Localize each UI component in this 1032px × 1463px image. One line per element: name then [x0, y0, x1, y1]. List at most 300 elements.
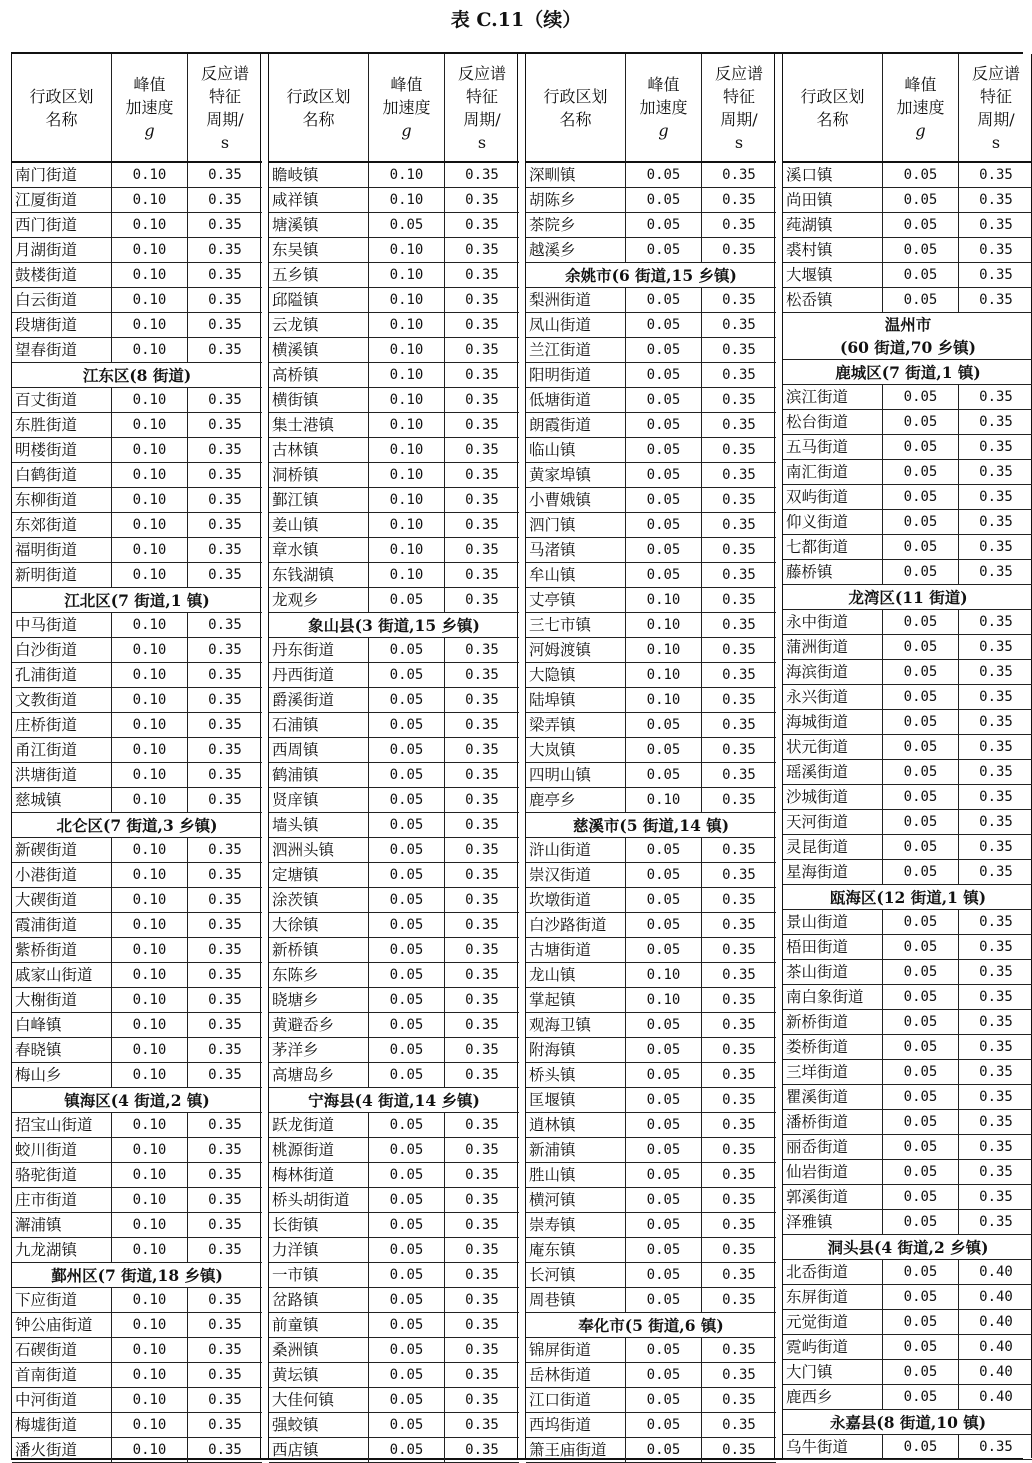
peak-acceleration-cell: 0.05	[883, 410, 959, 435]
period-cell: 0.35	[188, 1338, 263, 1363]
table-row	[526, 1063, 776, 1088]
region-name-cell: 泗洲头镇	[269, 838, 369, 863]
peak-acceleration-cell: 0.05	[369, 1188, 445, 1213]
peak-acceleration-cell: 0.10	[112, 788, 188, 813]
peak-acceleration-cell: 0.05	[883, 385, 959, 410]
table-row	[269, 438, 519, 463]
table-row	[526, 713, 776, 738]
table-row	[783, 735, 1032, 760]
peak-acceleration-cell: 0.05	[883, 835, 959, 860]
table-row	[12, 1213, 262, 1238]
region-name-cell: 爵溪街道	[269, 688, 369, 713]
region-name-cell: 大堰镇	[783, 263, 883, 288]
table-row	[269, 513, 519, 538]
region-name-cell: 仰义街道	[783, 510, 883, 535]
group-header-row	[269, 1088, 519, 1113]
peak-acceleration-cell: 0.10	[112, 713, 188, 738]
table-row	[12, 538, 262, 563]
region-name-cell: 集士港镇	[269, 413, 369, 438]
table-row	[269, 863, 519, 888]
peak-acceleration-cell: 0.05	[369, 1438, 445, 1463]
peak-acceleration-cell: 0.10	[112, 263, 188, 288]
period-cell: 0.35	[702, 738, 777, 763]
period-cell: 0.35	[445, 363, 520, 388]
peak-acceleration-cell: 0.05	[369, 588, 445, 613]
group-header-label: 镇海区(4 街道,2 镇)	[12, 1088, 262, 1113]
period-cell: 0.35	[188, 388, 263, 413]
region-name-cell: 越溪乡	[526, 238, 626, 263]
region-name-cell: 丹西街道	[269, 663, 369, 688]
region-name-cell: 庵东镇	[526, 1238, 626, 1263]
peak-acceleration-cell: 0.10	[112, 338, 188, 363]
table-row	[783, 810, 1032, 835]
peak-acceleration-cell: 0.05	[626, 338, 702, 363]
group-header-row	[12, 813, 262, 838]
table-row	[783, 935, 1032, 960]
table-row	[269, 563, 519, 588]
header-text: s	[445, 131, 519, 154]
period-cell: 0.35	[702, 788, 777, 813]
peak-acceleration-cell: 0.05	[883, 535, 959, 560]
period-cell: 0.40	[959, 1260, 1032, 1285]
table-row	[526, 913, 776, 938]
period-cell: 0.35	[702, 913, 777, 938]
table-row	[783, 685, 1032, 710]
region-name-cell: 中马街道	[12, 613, 112, 638]
region-name-cell: 小曹娥镇	[526, 488, 626, 513]
region-name-cell: 石浦镇	[269, 713, 369, 738]
period-cell: 0.35	[702, 338, 777, 363]
peak-acceleration-cell: 0.05	[626, 1413, 702, 1438]
region-name-cell: 横河镇	[526, 1188, 626, 1213]
period-cell: 0.35	[702, 863, 777, 888]
peak-acceleration-cell: 0.05	[883, 685, 959, 710]
period-cell: 0.35	[702, 1288, 777, 1313]
region-name-cell: 洪塘街道	[12, 763, 112, 788]
header-characteristic-period	[188, 54, 263, 162]
peak-acceleration-cell: 0.05	[626, 563, 702, 588]
region-name-cell: 海城街道	[783, 710, 883, 735]
region-name-cell: 低塘街道	[526, 388, 626, 413]
period-cell: 0.35	[702, 588, 777, 613]
region-name-cell: 澥浦镇	[12, 1213, 112, 1238]
group-header-label: 江东区(8 街道)	[12, 363, 262, 388]
region-name-cell: 桑洲镇	[269, 1338, 369, 1363]
peak-acceleration-cell: 0.10	[112, 1313, 188, 1338]
period-cell: 0.35	[445, 913, 520, 938]
region-name-cell: 丽岙街道	[783, 1135, 883, 1160]
region-name-cell: 北岙街道	[783, 1260, 883, 1285]
table-row	[783, 1285, 1032, 1310]
table-row	[526, 1363, 776, 1388]
header-text: 名称	[526, 108, 625, 131]
peak-acceleration-cell: 0.10	[112, 1388, 188, 1413]
region-name-cell: 娄桥街道	[783, 1035, 883, 1060]
table-row	[783, 785, 1032, 810]
table-row	[269, 1063, 519, 1088]
region-name-cell: 东陈乡	[269, 963, 369, 988]
peak-acceleration-cell: 0.10	[112, 988, 188, 1013]
peak-acceleration-cell: 0.10	[112, 1338, 188, 1363]
table-row	[12, 738, 262, 763]
group-header-label: 洞头县(4 街道,2 乡镇)	[783, 1235, 1032, 1260]
region-name-cell: 梅林街道	[269, 1163, 369, 1188]
period-cell: 0.35	[702, 413, 777, 438]
period-cell: 0.35	[959, 635, 1032, 660]
period-cell: 0.35	[702, 1338, 777, 1363]
table-row	[269, 663, 519, 688]
header-text: 峰值	[626, 73, 701, 96]
peak-acceleration-cell: 0.10	[112, 288, 188, 313]
group-header-label: 北仑区(7 街道,3 乡镇)	[12, 813, 262, 838]
peak-acceleration-cell: 0.10	[369, 538, 445, 563]
peak-acceleration-cell: 0.05	[883, 910, 959, 935]
table-row	[783, 485, 1032, 510]
table-row	[12, 1063, 262, 1088]
period-cell: 0.35	[188, 613, 263, 638]
region-name-cell: 岳林街道	[526, 1363, 626, 1388]
header-characteristic-period	[959, 54, 1032, 162]
table-row	[526, 388, 776, 413]
region-name-cell: 三垟街道	[783, 1060, 883, 1085]
table-row	[12, 413, 262, 438]
peak-acceleration-cell: 0.05	[626, 1438, 702, 1463]
region-name-cell: 永中街道	[783, 610, 883, 635]
table-row	[526, 938, 776, 963]
peak-acceleration-cell: 0.05	[883, 213, 959, 238]
table-row	[783, 162, 1032, 188]
table-row	[12, 763, 262, 788]
region-name-cell: 胜山镇	[526, 1163, 626, 1188]
peak-acceleration-cell: 0.05	[626, 313, 702, 338]
table-row	[12, 838, 262, 863]
period-cell: 0.35	[702, 1188, 777, 1213]
period-cell: 0.35	[188, 1413, 263, 1438]
table-row	[269, 1113, 519, 1138]
period-cell: 0.35	[188, 438, 263, 463]
peak-acceleration-cell: 0.05	[626, 413, 702, 438]
table-row	[12, 1388, 262, 1413]
period-cell: 0.35	[959, 860, 1032, 885]
region-name-cell: 梅墟街道	[12, 1413, 112, 1438]
region-name-cell: 钟公庙街道	[12, 1313, 112, 1338]
peak-acceleration-cell: 0.10	[112, 1438, 188, 1463]
peak-acceleration-cell: 0.05	[883, 1335, 959, 1360]
region-name-cell: 小港街道	[12, 863, 112, 888]
table-row	[526, 438, 776, 463]
region-name-cell: 甬江街道	[12, 738, 112, 763]
region-name-cell: 郭溪街道	[783, 1185, 883, 1210]
period-cell: 0.35	[959, 1085, 1032, 1110]
region-name-cell: 大隐镇	[526, 663, 626, 688]
peak-acceleration-cell: 0.10	[112, 1238, 188, 1263]
peak-acceleration-cell: 0.10	[369, 363, 445, 388]
table-row	[526, 663, 776, 688]
header-text: 特征	[188, 85, 262, 108]
region-name-cell: 南门街道	[12, 162, 112, 188]
period-cell: 0.35	[188, 738, 263, 763]
peak-acceleration-cell: 0.05	[626, 488, 702, 513]
region-name-cell: 锦屏街道	[526, 1338, 626, 1363]
table-row	[12, 888, 262, 913]
period-cell: 0.35	[702, 563, 777, 588]
table-row	[269, 813, 519, 838]
table-row	[12, 663, 262, 688]
table-row	[526, 1038, 776, 1063]
period-cell: 0.35	[188, 1363, 263, 1388]
table-row	[783, 1085, 1032, 1110]
city-header	[783, 313, 1032, 360]
header-text: 行政区划	[526, 85, 625, 108]
table-row	[12, 238, 262, 263]
peak-acceleration-cell: 0.05	[369, 938, 445, 963]
region-name-cell: 跃龙街道	[269, 1113, 369, 1138]
peak-acceleration-cell: 0.10	[112, 563, 188, 588]
period-cell: 0.35	[959, 560, 1032, 585]
period-cell: 0.35	[702, 613, 777, 638]
period-cell: 0.35	[702, 963, 777, 988]
table-row	[526, 988, 776, 1013]
period-cell: 0.35	[702, 1388, 777, 1413]
table-row	[12, 613, 262, 638]
period-cell: 0.35	[959, 785, 1032, 810]
period-cell: 0.35	[959, 910, 1032, 935]
header-text: s	[959, 131, 1032, 154]
period-cell: 0.35	[702, 1038, 777, 1063]
period-cell: 0.35	[702, 162, 777, 188]
peak-acceleration-cell: 0.10	[626, 613, 702, 638]
peak-acceleration-cell: 0.10	[369, 388, 445, 413]
peak-acceleration-cell: 0.05	[883, 1185, 959, 1210]
table-row	[269, 1263, 519, 1288]
table-row	[783, 960, 1032, 985]
group-header-label: 鹿城区(7 街道,1 镇)	[783, 360, 1032, 385]
period-cell: 0.35	[702, 1013, 777, 1038]
table-row	[269, 1038, 519, 1063]
period-cell: 0.35	[188, 1288, 263, 1313]
period-cell: 0.35	[445, 1063, 520, 1088]
table-row	[783, 1335, 1032, 1360]
header-text: g	[369, 119, 444, 142]
table-row	[526, 338, 776, 363]
table-row	[12, 938, 262, 963]
peak-acceleration-cell: 0.10	[369, 563, 445, 588]
peak-acceleration-cell: 0.10	[369, 413, 445, 438]
peak-acceleration-cell: 0.10	[112, 1013, 188, 1038]
table-row	[12, 688, 262, 713]
peak-acceleration-cell: 0.10	[369, 188, 445, 213]
region-table	[269, 54, 519, 1463]
table-row	[783, 1435, 1032, 1460]
table-row	[269, 1238, 519, 1263]
header-text: 特征	[959, 85, 1032, 108]
region-name-cell: 牟山镇	[526, 563, 626, 588]
region-name-cell: 东屏街道	[783, 1285, 883, 1310]
period-cell: 0.35	[959, 835, 1032, 860]
period-cell: 0.35	[188, 463, 263, 488]
table-row	[12, 1363, 262, 1388]
table-row	[526, 838, 776, 863]
table-row	[269, 1213, 519, 1238]
period-cell: 0.35	[188, 963, 263, 988]
region-name-cell: 大碶街道	[12, 888, 112, 913]
peak-acceleration-cell: 0.05	[883, 1135, 959, 1160]
table-row	[526, 162, 776, 188]
table-row	[783, 560, 1032, 585]
period-cell: 0.35	[702, 763, 777, 788]
table-row	[783, 635, 1032, 660]
region-name-cell: 骆驼街道	[12, 1163, 112, 1188]
peak-acceleration-cell: 0.10	[112, 863, 188, 888]
table-row	[269, 313, 519, 338]
table-row	[269, 162, 519, 188]
table-row	[783, 385, 1032, 410]
header-text: s	[188, 131, 262, 154]
period-cell: 0.35	[445, 463, 520, 488]
table-row	[783, 660, 1032, 685]
peak-acceleration-cell: 0.05	[883, 1360, 959, 1385]
group-header-label: 瓯海区(12 街道,1 镇)	[783, 885, 1032, 910]
peak-acceleration-cell: 0.05	[369, 888, 445, 913]
region-name-cell: 紫桥街道	[12, 938, 112, 963]
period-cell: 0.35	[188, 213, 263, 238]
period-cell: 0.35	[959, 610, 1032, 635]
period-cell: 0.35	[959, 288, 1032, 313]
table-row	[269, 1338, 519, 1363]
header-text: 加速度	[112, 96, 187, 119]
table-row	[12, 638, 262, 663]
city-header-count: (60 街道,70 乡镇)	[783, 336, 1032, 359]
period-cell: 0.35	[702, 213, 777, 238]
period-cell: 0.35	[702, 838, 777, 863]
table-row	[526, 288, 776, 313]
table-row	[783, 985, 1032, 1010]
region-name-cell: 藤桥镇	[783, 560, 883, 585]
table-row	[12, 1188, 262, 1213]
table-row	[783, 288, 1032, 313]
peak-acceleration-cell: 0.10	[112, 463, 188, 488]
table-row	[269, 1438, 519, 1463]
region-name-cell: 古塘街道	[526, 938, 626, 963]
table-row	[783, 910, 1032, 935]
table-row	[12, 1113, 262, 1138]
period-cell: 0.35	[702, 1438, 777, 1463]
peak-acceleration-cell: 0.05	[626, 763, 702, 788]
region-name-cell: 白峰镇	[12, 1013, 112, 1038]
peak-acceleration-cell: 0.05	[626, 1163, 702, 1188]
table-row	[526, 363, 776, 388]
table-row	[783, 860, 1032, 885]
table-row	[269, 1138, 519, 1163]
header-peak-acceleration	[883, 54, 959, 162]
region-name-cell: 孔浦街道	[12, 663, 112, 688]
period-cell: 0.35	[702, 538, 777, 563]
period-cell: 0.35	[445, 1388, 520, 1413]
table-row	[12, 1438, 262, 1463]
period-cell: 0.35	[445, 1213, 520, 1238]
group-header-row	[526, 813, 776, 838]
period-cell: 0.35	[445, 1138, 520, 1163]
group-header-row	[12, 1263, 262, 1288]
table-row	[269, 1313, 519, 1338]
table-row	[269, 488, 519, 513]
header-text: 峰值	[112, 73, 187, 96]
region-name-cell: 阳明街道	[526, 363, 626, 388]
header-text: g	[883, 119, 958, 142]
region-name-cell: 桃源街道	[269, 1138, 369, 1163]
table-row	[526, 1138, 776, 1163]
region-name-cell: 龙山镇	[526, 963, 626, 988]
region-name-cell: 春晓镇	[12, 1038, 112, 1063]
peak-acceleration-cell: 0.05	[883, 1085, 959, 1110]
peak-acceleration-cell: 0.10	[112, 838, 188, 863]
region-name-cell: 慈城镇	[12, 788, 112, 813]
group-header-row	[783, 360, 1032, 385]
region-name-cell: 尚田镇	[783, 188, 883, 213]
period-cell: 0.35	[959, 1135, 1032, 1160]
region-name-cell: 招宝山街道	[12, 1113, 112, 1138]
data-table-grid	[11, 52, 1023, 1460]
period-cell: 0.35	[959, 735, 1032, 760]
peak-acceleration-cell: 0.10	[112, 1213, 188, 1238]
peak-acceleration-cell: 0.05	[626, 1238, 702, 1263]
region-name-cell: 永兴街道	[783, 685, 883, 710]
table-row	[12, 563, 262, 588]
header-region-name	[12, 54, 112, 162]
table-row	[269, 913, 519, 938]
table-panel-1	[11, 54, 261, 1458]
region-name-cell: 逍林镇	[526, 1113, 626, 1138]
period-cell: 0.35	[702, 1238, 777, 1263]
peak-acceleration-cell: 0.10	[112, 1413, 188, 1438]
table-row	[526, 1213, 776, 1238]
period-cell: 0.35	[445, 663, 520, 688]
period-cell: 0.35	[959, 535, 1032, 560]
header-text: 周期/	[959, 108, 1032, 131]
peak-acceleration-cell: 0.05	[369, 913, 445, 938]
period-cell: 0.35	[445, 788, 520, 813]
table-row	[12, 263, 262, 288]
region-name-cell: 黄家埠镇	[526, 463, 626, 488]
table-row	[783, 213, 1032, 238]
header-region-name	[526, 54, 626, 162]
region-table	[12, 54, 262, 1463]
peak-acceleration-cell: 0.05	[369, 1013, 445, 1038]
group-header-row	[783, 1410, 1032, 1435]
period-cell: 0.35	[188, 838, 263, 863]
period-cell: 0.35	[959, 685, 1032, 710]
peak-acceleration-cell: 0.10	[112, 913, 188, 938]
region-name-cell: 鼓楼街道	[12, 263, 112, 288]
region-name-cell: 高桥镇	[269, 363, 369, 388]
period-cell: 0.35	[445, 888, 520, 913]
region-name-cell: 丈亭镇	[526, 588, 626, 613]
header-text: 特征	[445, 85, 519, 108]
period-cell: 0.35	[702, 463, 777, 488]
table-row	[526, 1113, 776, 1138]
group-header-row	[783, 585, 1032, 610]
period-cell: 0.35	[188, 162, 263, 188]
peak-acceleration-cell: 0.05	[883, 1285, 959, 1310]
table-row	[269, 338, 519, 363]
region-name-cell: 新浦镇	[526, 1138, 626, 1163]
header-text: 峰值	[883, 73, 958, 96]
table-row	[783, 535, 1032, 560]
region-name-cell: 大岚镇	[526, 738, 626, 763]
group-header-row	[526, 263, 776, 288]
period-cell: 0.35	[188, 1238, 263, 1263]
peak-acceleration-cell: 0.10	[626, 988, 702, 1013]
